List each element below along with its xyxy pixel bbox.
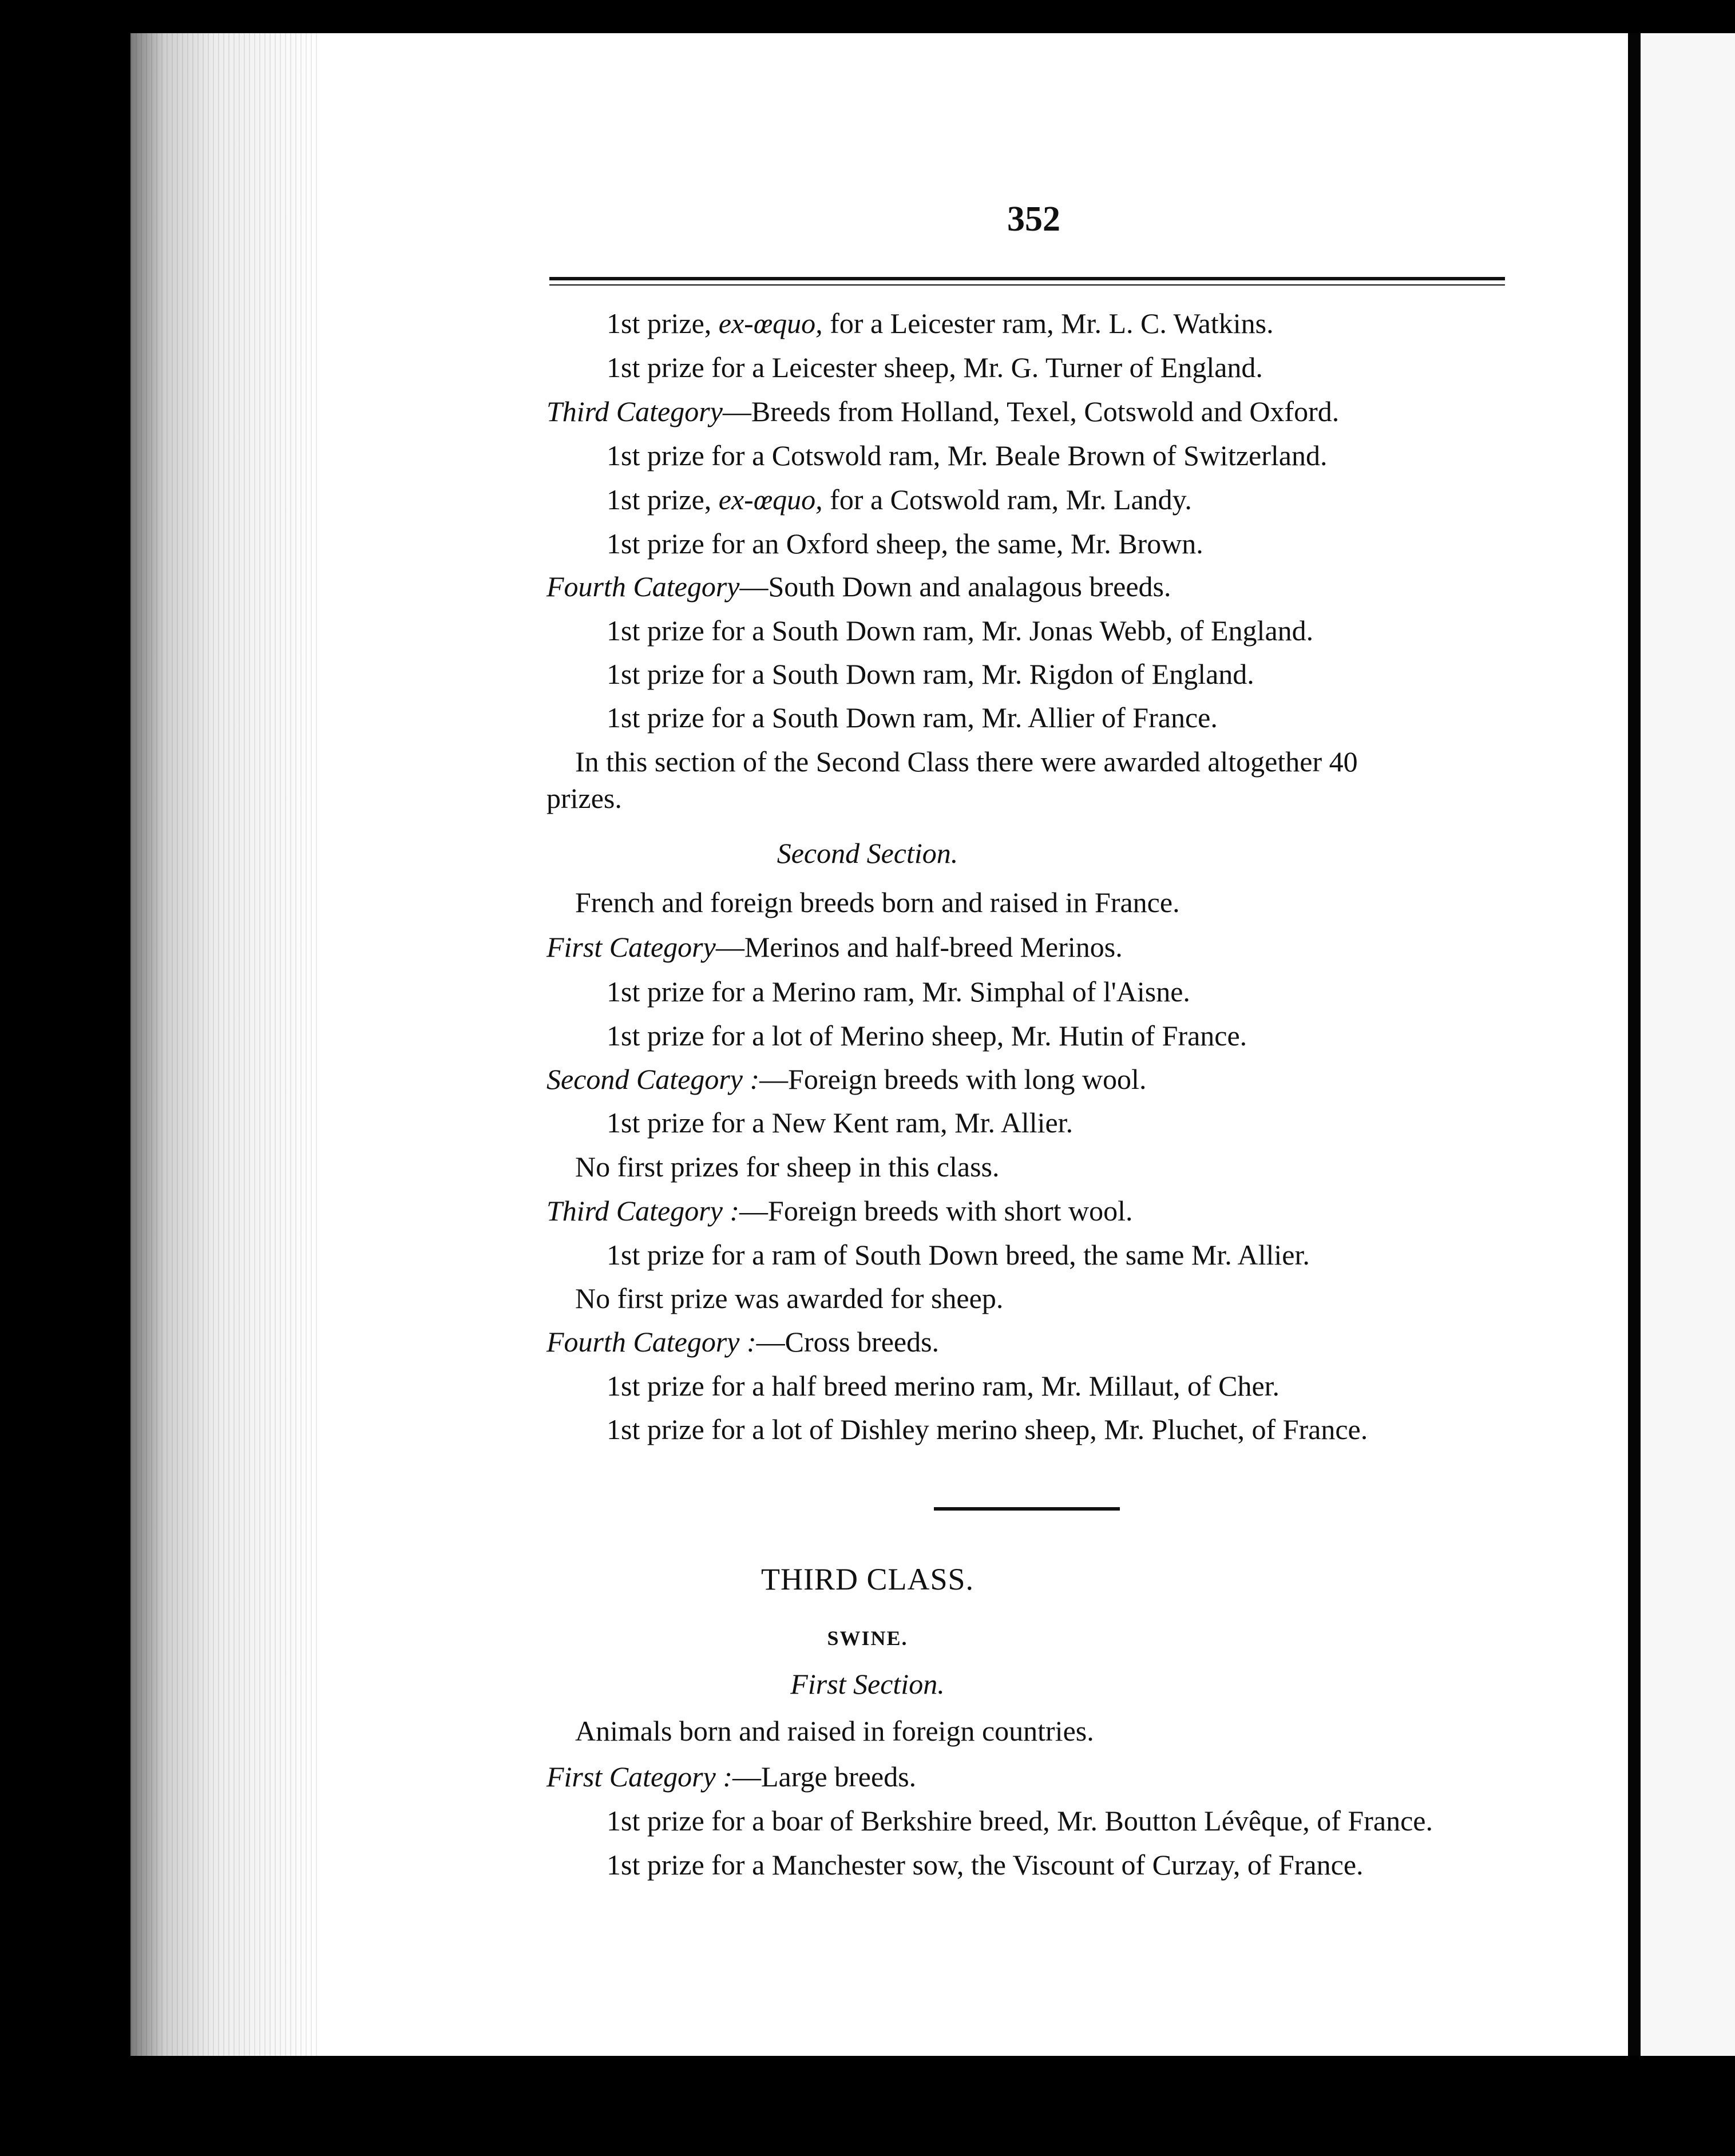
page-number: 352 (1007, 200, 1060, 239)
text-line: 1st prize for a South Down ram, Mr. Allier of France. (607, 702, 1218, 734)
text-line: French and foreign breeds born and raised in France. (575, 886, 1180, 918)
section-separator (934, 1507, 1120, 1511)
facing-page-edge (1641, 33, 1735, 2056)
category-heading: Fourth Category—South Down and analagous breeds. (546, 570, 1171, 603)
category-heading: Third Category—Breeds from Holland, Texel, Cotswold and Oxford. (546, 395, 1340, 427)
class-heading: THIRD CLASS. (760, 1562, 975, 1596)
text-line: 1st prize for a Manchester sow, the Viscount of Curzay, of France. (607, 1849, 1364, 1881)
text-line: 1st prize for a Merino ram, Mr. Simphal of l'Aisne. (607, 976, 1190, 1008)
text-line: 1st prize for a South Down ram, Mr. Jonas Webb, of England. (607, 615, 1314, 647)
text-line: 1st prize for a lot of Dishley merino sheep, Mr. Pluchet, of France. (607, 1413, 1368, 1445)
text-line: Animals born and raised in foreign countries. (575, 1715, 1094, 1747)
text-line: No first prize was awarded for sheep. (575, 1282, 1004, 1314)
text-line: No first prizes for sheep in this class. (575, 1151, 1000, 1183)
text-line: prizes. (546, 782, 622, 814)
category-heading: Third Category :—Foreign breeds with short wool. (546, 1195, 1133, 1227)
text-line: 1st prize for a New Kent ram, Mr. Allier. (607, 1107, 1074, 1139)
text-line: 1st prize, ex-œquo, for a Leicester ram, Mr. L. C. Watkins. (607, 307, 1274, 339)
header-rule-thin (549, 284, 1505, 286)
text-line: 1st prize, ex-œquo, for a Cotswold ram, Mr. Landy. (607, 483, 1192, 516)
subject-heading: SWINE. (827, 1627, 908, 1650)
page-stack-edge (130, 33, 319, 2056)
text-line: 1st prize for a half breed merino ram, Mr. Millaut, of Cher. (607, 1370, 1280, 1402)
category-heading: First Category :—Large breeds. (546, 1761, 917, 1793)
header-rule (549, 277, 1505, 280)
category-heading: First Category—Merinos and half-breed Merinos. (546, 931, 1123, 963)
text-line: 1st prize for a Cotswold ram, Mr. Beale Brown of Switzerland. (607, 439, 1328, 471)
text-line: 1st prize for a ram of South Down breed, the same Mr. Allier. (607, 1239, 1310, 1271)
text-line: 1st prize for a Leicester sheep, Mr. G. Turner of England. (607, 351, 1263, 383)
section-heading: First Section. (790, 1668, 945, 1700)
text-line: 1st prize for a boar of Berkshire breed, Mr. Boutton Lévêque, of France. (607, 1805, 1433, 1837)
text-line: 1st prize for a South Down ram, Mr. Rigdon of England. (607, 658, 1254, 690)
category-heading: Fourth Category :—Cross breeds. (546, 1326, 940, 1358)
text-line: 1st prize for a lot of Merino sheep, Mr. Hutin of France. (607, 1020, 1247, 1052)
text-line: In this section of the Second Class there were awarded altogether 40 (575, 746, 1358, 778)
book-gutter (1628, 33, 1641, 2056)
text-line: 1st prize for an Oxford sheep, the same, Mr. Brown. (607, 528, 1203, 560)
category-heading: Second Category :—Foreign breeds with long wool. (546, 1063, 1147, 1095)
section-heading: Second Section. (777, 837, 958, 869)
